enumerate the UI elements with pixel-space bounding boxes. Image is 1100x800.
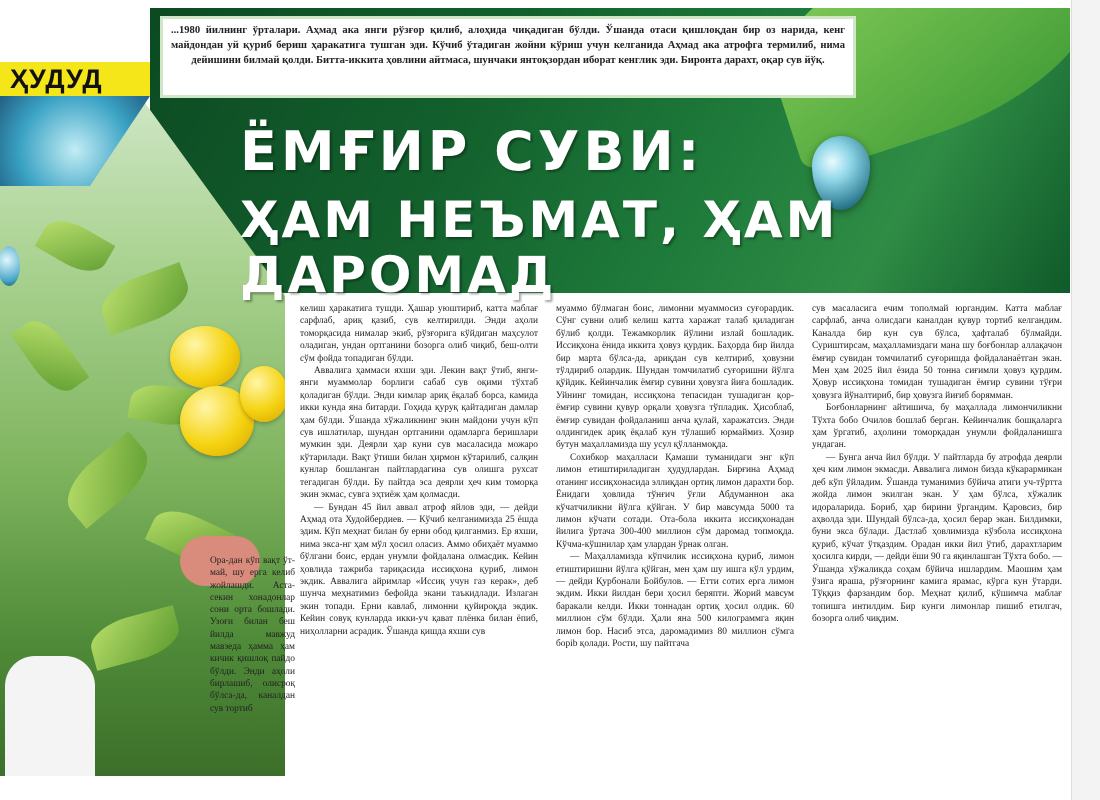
section-tag-label: ҲУДУД: [10, 64, 103, 94]
headline-line2: ҲАМ НЕЪМАТ, ҲАМ ДАРОМАД: [240, 191, 839, 305]
paragraph: келиш ҳаракатига тушди. Ҳашар уюштириб, катта маблағ сарфлаб, ариқ қазиб, сув келтирилди. Энди аҳоли томорқасида нималар экиб, рўзғорига кўйдиган маҳсулот оладиган, ундан ортганини бозорга олиб чиқиб, беш-олти сўм фойда топадиган бўлди.: [300, 304, 538, 364]
paragraph: Сохибкор маҳалласи Қамаши туманидаги энг кўп лимон етиштириладиган ҳудудлардан. Бирғина Аҳмад отанинг иссиқхонасида эллиқдан ортиқ лимон дарахти бор. Ёнидаги ҳовлида тўнғич ўғли Абдуманнон ака кўчатчиликни йўлга қўйган. У бир мавсумда 5000 та лимон кўчати сотади. Ота-бола иккита иссиқхонадан йилига ўртача 300-400 миллион сўм даромад топмоқда. Кўчма-кўшнилар ҳам улардан ўрнак олган.: [556, 452, 794, 550]
section-tag: [0, 62, 150, 96]
page-edge-strip: [1071, 0, 1100, 800]
lemon-fruit: [240, 366, 285, 422]
lemon-fruit: [170, 326, 240, 388]
paragraph: муаммо бўлмаган боис, лимонни муаммосиз суғорардик. Сўнг сувни олиб келиш катта харажат талаб қиладиган бўлиб қолди. Тежамкорлик йўлини излай бошладик. Иссиқхона ёнида иккита ҳовуз қурдик. Баҳорда бир йилда бир марта бўлса-да, ариқдан сув келтириб, ҳовузни тўлдириб олардик. Шундан томчилатиб суғоришни йўлга қўйдик. Кейинчалик ёмғир сувини ҳовузга йиға бошладик. Уйнинг томидан, иссиқхона тепасидан тушадиган қор-ёмғир сувини қувур орқали ҳовузга тўпладик. Ҳисоблаб, ёмғир сувидан фойдаланиш анча қулай, харажатсиз. Энди олдингидек ариқ ёқалаб кун тўлашиб юрмаймиз. Ҳозир бутун маҳалламизда шу усул қўлланмоқда.: [556, 304, 794, 451]
paragraph: Боғбонларнинг айтишича, бу маҳаллада лимончиликни Тўхта бобо Очилов бошлаб берган. Кейинчалик бошқаларга ҳам ўргатиб, аҳолини томорқадан унумли фойдаланишга ундаган.: [812, 403, 1062, 451]
wrapped-text: Ора-дан кўп вақт ўт-май, шу ерга келиб жойлашди. Аста-секин хонадонлар сони орта бошлади. Узоғи билан беш йилда мавжуд мавзеда ҳамма ҳам кичик қишлоқ пайдо бўлди. Энди аҳоли бирлашиб, олисроқ бўлса-да, каналдан сув тортиб: [210, 556, 295, 714]
column-2: [556, 303, 794, 793]
paragraph: — Бундан 45 йил аввал атроф яйлов эди, — дейди Аҳмад ота Худойбердиев. — Кўчиб келганимизда 25 ёшда эдим. Кўп меҳнат билан бу ерни обод қилганмиз. Ер яхши, нима экса-нг ҳам мўл ҳосил оласиз. Аммо обиҳаёт муаммо бўлгани боис, ердан унумли фойдалана олмасдик. Кейин ҳовлида тажриба тариқасида иссиқхона қуриб, лимон экдик. Аввалига айримлар «Иссиқ учун газ керак», деб шунча меҳнатимиз бефойда экани таъкидлади. Излаган экин топади. Ерни кавлаб, лимонни қуйироқда экдик. Кейин совуқ кунларда икки-уч қават плёнка билан ёпиб, ниҳолларни асрадик. Ўшанда қишда яхши сув: [300, 502, 538, 637]
column-1: [300, 303, 538, 793]
paragraph: — Бунга анча йил бўлди. У пайтларда бу атрофда деярли ҳеч ким лимон экмасди. Аввалига лимон бизда кўкарармикан деб кўп ўйладим. Ўшанда туманимиз бўйича атиги уч-тўртта жойда лимон экилган экан. У ҳам бўлса, хўжалик идораларида. Бориб, ҳар бирини ўргандим. Қаровсиз, бир аҳволда эди. Шундай бўлса-да, ҳосил берар экан. Билдимки, буни экса бўлади. Дастлаб ҳовлимизда кўзбола иссиқхона қуриб, кўчат ўтқаздим. Орадан икки йил ўтиб, дарахтларим ҳосилга кирди, — дейди ёши 90 га яқинлашган Тўхта бобо. — Ўшанда хўжаликда соҳам бўйича ишлардим. Маошим ҳам ўзига яраша, рўзғорнинг камига ярамас, кўрга кун ўтарди. Тўққиз фарзандим бор. Меҳнат қилиб, кўшимча маблағ топишга интилдим. Бир кунги лимонлар пишиб етилгач, бозорга олиб чиқдим.: [812, 452, 1062, 625]
paragraph: — Маҳалламизда кўпчилик иссиқхона қуриб, лимон етиштиришни йўлга қўйган, мен ҳам шу ишга кўл урдим, — дейди Қурбонали Бойбулов. — Етти сотих ерга лимон экдим. Икки йилдан бери ҳосил беряпти. Жорий мавсум баракали келди. Икки тоннадан ортиқ ҳосил олдик. 60 миллион сўм бўлди. Ҳали яна 500 килограммга яқин лимон бор. Насиб этса, даромадимиз 80 миллион сўмга борib қолади. Рости, шу пайтгача: [556, 552, 794, 649]
headline-line1: ЁМҒИР СУВИ:: [240, 120, 704, 183]
small-drop-icon: [0, 246, 20, 286]
column-3: [812, 303, 1062, 793]
article-headline: [240, 122, 1060, 303]
paragraph: Аввалига ҳаммаси яхши эди. Лекин вақт ўтиб, янги-янги муаммолар борлиги сабаб сув оқими тўхтаб қоладиган бўлди. Энди кимлар ариқ ёқалаб борса, камида икки кунда яна битарди. Гоҳида қуруқ қайтадиган дамлар ҳам бўлди. Ўшанда хўжаликнинг экин майдони учун кўп сув ишлатилар, шундан ортганини одамларга беришлари мумкин эди. Деярли ҳар куни сув масаласида можаро кўтарилади. Вақт ўтиши билан ҳирмон кўтарилиб, салқин кунлар бошланган пайтлардагина сув олишга рухсат тегадиган бўлди. Бу пайтда эса деярли ҳеч ким томорқа экин экмас, сувга эҳтиёж ҳам қолмасди.: [300, 366, 538, 501]
worker-sleeve: [5, 656, 95, 776]
paragraph: сув масаласига ечим тополмай юргандим. Катта маблағ сарфлаб, анча олисдаги каналдан қувур тортиб келгандим. Каналда бир кун сув бўлса, ҳафталаб бўлмайди. Суриштирсам, маҳалламиздаги мана шу боғбонлар аллақачон ёмғир сувидан томчилатиб суғоришда фойдаланаётган экан. Мен ҳам 2025 йил ёзида 50 тонна сиғимли ҳовуз қурдим. Ҳовур иссиқхона томидан тушадиган ёмғир сувини тўғри ҳовузга йўналтириб, бир ҳовузга йиғиб борямман.: [812, 304, 1062, 401]
intro-box: ...1980 йилнинг ўрталари. Аҳмад ака янги рўзғор қилиб, алоҳида чиқадиган бўлди. Ўшанда отаси қишлоқдан бир оз нарида, кенг майдондан уй қуриб бериш ҳаракатига тушган эди. Кўчиб ўтадиган жойни кўриш учун келганида Аҳмад ака атрофга термилиб, нима дейишини билмай қолди. Битта-иккита ҳовлини айтмаса, шунчаки янтоқзордан иборат кенглик эди. Биронта дарахт, оқар сув йўқ.: [160, 16, 856, 98]
